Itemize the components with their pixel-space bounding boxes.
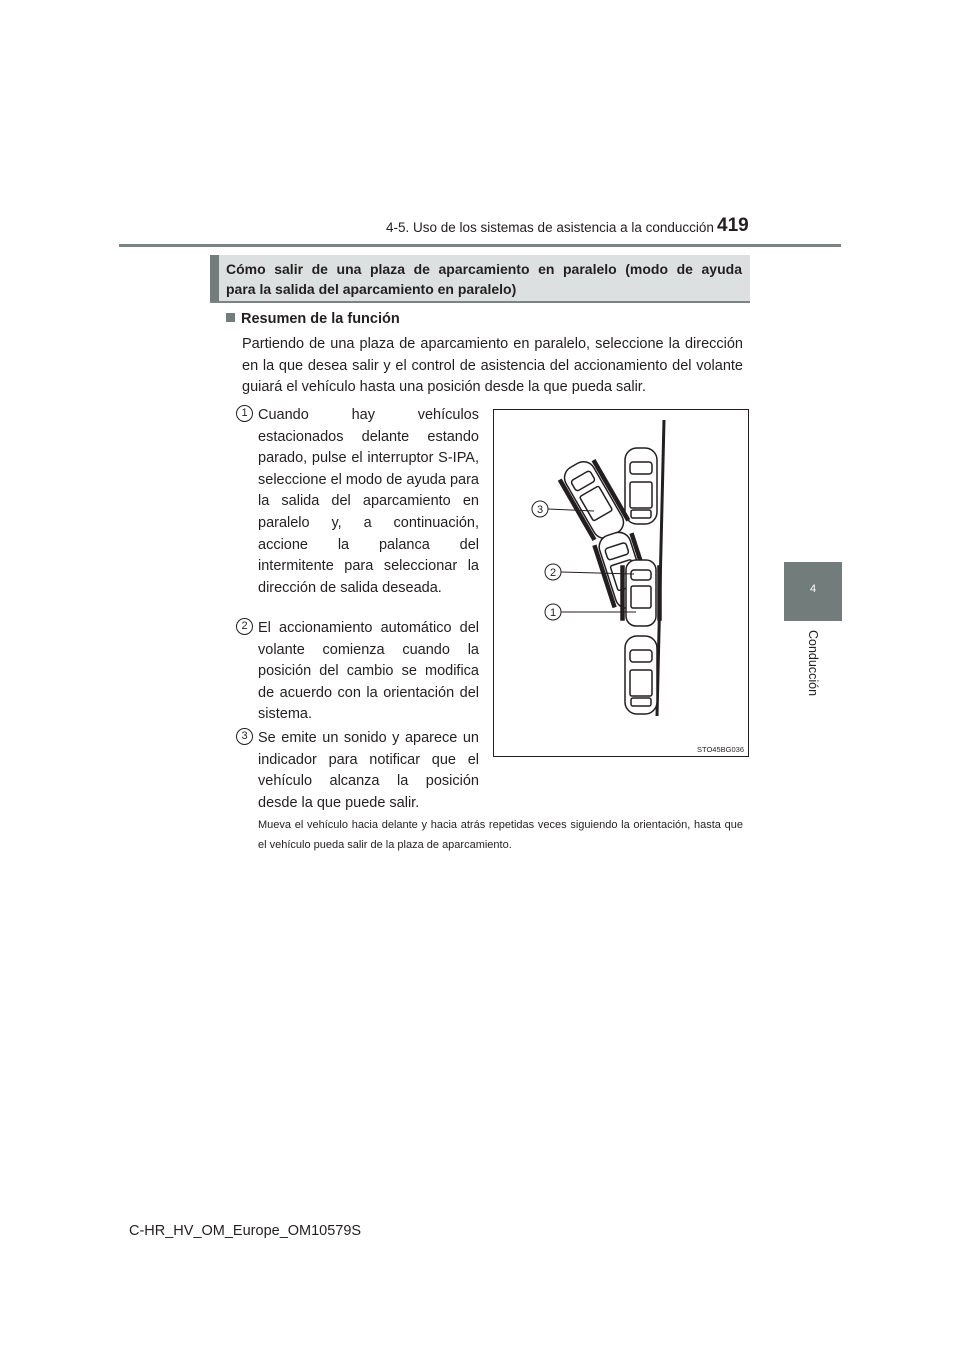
chapter-label: Conducción bbox=[806, 630, 820, 697]
parked-car-front bbox=[625, 448, 657, 524]
parked-car-rear bbox=[625, 636, 657, 714]
illustration-svg bbox=[494, 410, 748, 756]
callout-2-label: 2 bbox=[549, 567, 557, 579]
section-title bbox=[226, 259, 742, 299]
chapter-number: 4 bbox=[809, 583, 817, 595]
step-2-text: El accionamiento automático del volante comienza cuando la posición del cambio se modifica de acuerdo con la orientación del sistema. bbox=[258, 620, 479, 723]
section-title-box bbox=[210, 255, 750, 303]
figure-code: STO45BG036 bbox=[697, 745, 744, 754]
header-rule bbox=[119, 244, 841, 247]
page-number: 419 bbox=[717, 215, 749, 236]
document-footer: C-HR_HV_OM_Europe_OM10579S bbox=[129, 1223, 362, 1239]
step-3-text: Se emite un sonido y aparece un indicador para notificar que el vehículo alcanza la posición desde la que puede salir. bbox=[258, 730, 479, 811]
step-1-text: Cuando hay vehículos estacionados delante estando parado, pulse el interruptor S-IPA, seleccione el modo de ayuda para la salida del aparcamiento en paralelo y, a continuación, accione la palanca del intermitente para seleccionar la dirección de salida deseada. bbox=[258, 407, 479, 596]
square-bullet-icon bbox=[226, 313, 235, 322]
chapter-tab bbox=[784, 562, 842, 621]
subheading bbox=[226, 311, 400, 327]
section-title-line1: Cómo salir de una plaza de aparcamiento en paralelo (modo de ayuda bbox=[226, 261, 742, 277]
callout-3-label: 3 bbox=[536, 504, 544, 516]
subheading-text: Resumen de la función bbox=[241, 311, 400, 327]
step-3-number: 3 bbox=[236, 728, 253, 745]
parking-exit-illustration bbox=[493, 409, 749, 757]
section-title-line2: para la salida del aparcamiento en paralelo) bbox=[226, 281, 517, 297]
header-section-title: 4-5. Uso de los sistemas de asistencia a la conducción bbox=[386, 220, 714, 235]
step-2-number: 2 bbox=[236, 618, 253, 635]
step-1-number: 1 bbox=[236, 405, 253, 422]
note-text: Mueva el vehículo hacia delante y hacia atrás repetidas veces siguiendo la orientación, hasta que el vehículo pueda salir de la plaza de aparcamiento. bbox=[258, 819, 743, 851]
callout-1-label: 1 bbox=[549, 607, 557, 619]
vehicle-position-1 bbox=[621, 560, 661, 626]
intro-paragraph: Partiendo de una plaza de aparcamiento en paralelo, seleccione la dirección en la que desea salir y el control de asistencia del accionamiento del volante guiará el vehículo hasta una posición desde la que pueda salir. bbox=[242, 336, 743, 395]
vehicle-position-3 bbox=[556, 455, 632, 545]
title-accent-bar bbox=[210, 255, 219, 301]
